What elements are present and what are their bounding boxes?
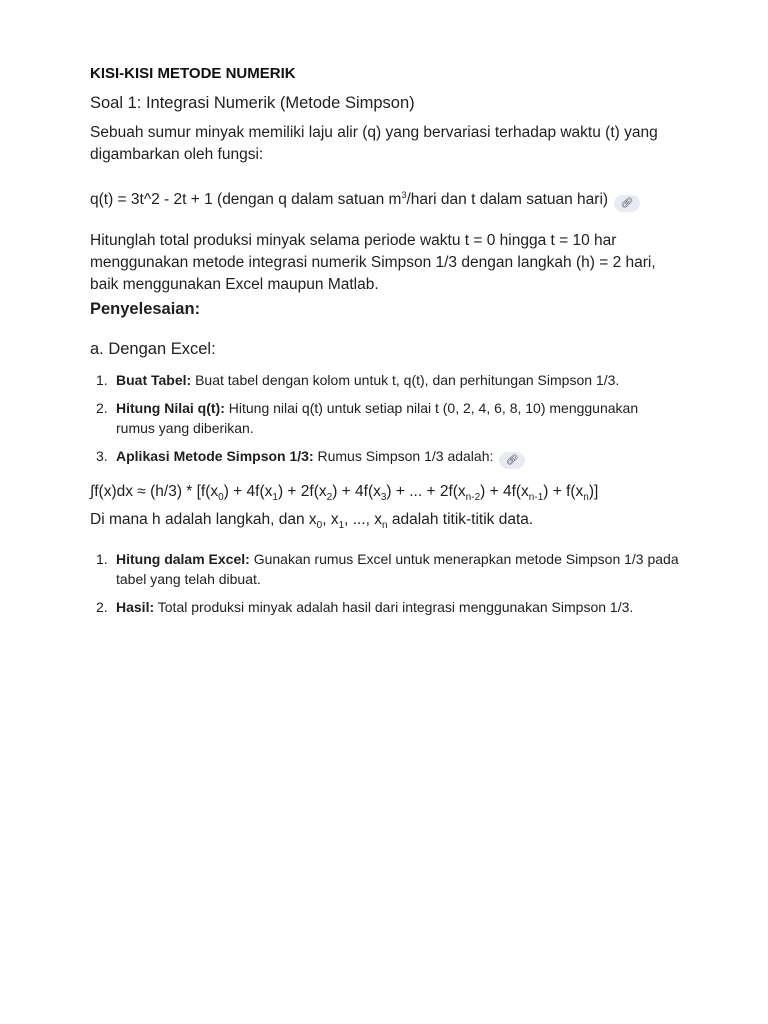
step-label: Hitung dalam Excel:: [116, 551, 250, 568]
simpson-formula: [90, 481, 680, 509]
link-icon[interactable]: 🔗︎: [614, 195, 640, 212]
link-icon[interactable]: 🔗︎: [499, 452, 525, 469]
where-subscript: 1: [338, 520, 345, 532]
excel-steps-list-2: [90, 549, 680, 617]
step-label: Aplikasi Metode Simpson 1/3:: [116, 448, 314, 465]
step-text: Rumus Simpson 1/3 adalah:: [313, 448, 494, 465]
excel-steps-list: [90, 370, 680, 469]
formula-subscript: 0: [218, 492, 224, 504]
where-subscript: 0: [316, 520, 323, 532]
where-part: Di mana h adalah langkah, dan x: [90, 511, 317, 529]
where-part: , x: [322, 511, 339, 529]
soal-heading: Soal 1: Integrasi Numerik (Metode Simpson): [90, 94, 415, 112]
penyelesaian-heading: Penyelesaian:: [90, 300, 201, 319]
document-page: [90, 64, 680, 629]
where-paragraph: [90, 509, 680, 537]
task-paragraph: Hitunglah total produksi minyak selama periode waktu t = 0 hingga t = 10 har menggunakan metode integrasi numerik Simpson 1/3 dengan langkah (h) = 2 hari, baik menggunakan Excel maupun Matlab.: [90, 232, 656, 294]
formula-part: )]: [588, 483, 599, 501]
formula-part: ) + 4f(x: [480, 483, 529, 501]
step-text: Buat tabel dengan kolom untuk t, q(t), dan perhitungan Simpson 1/3.: [191, 372, 620, 389]
step-text: Hitung nilai q(t) untuk setiap nilai t (0, 2, 4, 6, 8, 10) menggunakan rumus yang diberikan.: [116, 400, 639, 437]
excel-heading: a. Dengan Excel:: [90, 340, 216, 359]
list-item: [90, 597, 680, 617]
list-item: [90, 398, 680, 438]
where-subscript: n: [382, 520, 388, 532]
where-part: , ..., x: [344, 511, 383, 529]
formula-subscript: 2: [326, 492, 333, 504]
formula-subscript: 1: [272, 492, 278, 504]
list-number: 1.: [96, 372, 108, 389]
step-label: Buat Tabel:: [116, 372, 192, 389]
formula-part: ) + 4f(x: [332, 483, 381, 501]
formula-subscript: n-1: [528, 492, 544, 504]
formula-part: ) + f(x: [543, 483, 584, 501]
formula-part: ∫f(x)dx ≈ (h/3) * [f(x: [90, 483, 219, 501]
function-superscript: 3: [401, 190, 407, 200]
list-item: [90, 370, 680, 390]
intro-paragraph: Sebuah sumur minyak memiliki laju alir (q) yang bervariasi terhadap waktu (t) yang digambarkan oleh fungsi:: [90, 124, 658, 163]
step-text: Gunakan rumus Excel untuk menerapkan metode Simpson 1/3 pada tabel yang telah dibuat.: [116, 551, 679, 588]
formula-part: ) + 2f(x: [277, 483, 327, 501]
function-paragraph: [90, 184, 680, 212]
list-number: 3.: [96, 448, 108, 465]
list-item: [90, 446, 680, 469]
list-item: [90, 549, 680, 589]
formula-subscript: n-2: [465, 492, 481, 504]
step-label: Hasil:: [116, 599, 155, 616]
document-title: KISI-KISI METODE NUMERIK: [90, 65, 296, 82]
formula-subscript: n: [583, 492, 589, 504]
step-text: Total produksi minyak adalah hasil dari integrasi menggunakan Simpson 1/3.: [154, 599, 634, 616]
formula-part: ) + ... + 2f(x: [386, 483, 466, 501]
where-part: adalah titik-titik data.: [387, 511, 534, 529]
list-number: 2.: [96, 400, 108, 417]
function-text-prefix: q(t) = 3t^2 - 2t + 1 (dengan q dalam satuan m: [90, 191, 402, 209]
formula-subscript: 3: [380, 492, 387, 504]
formula-part: ) + 4f(x: [223, 483, 273, 501]
list-number: 2.: [96, 599, 108, 616]
list-number: 1.: [96, 551, 108, 568]
function-text-suffix: /hari dan t dalam satuan hari): [406, 191, 609, 209]
step-label: Hitung Nilai q(t):: [116, 400, 225, 417]
